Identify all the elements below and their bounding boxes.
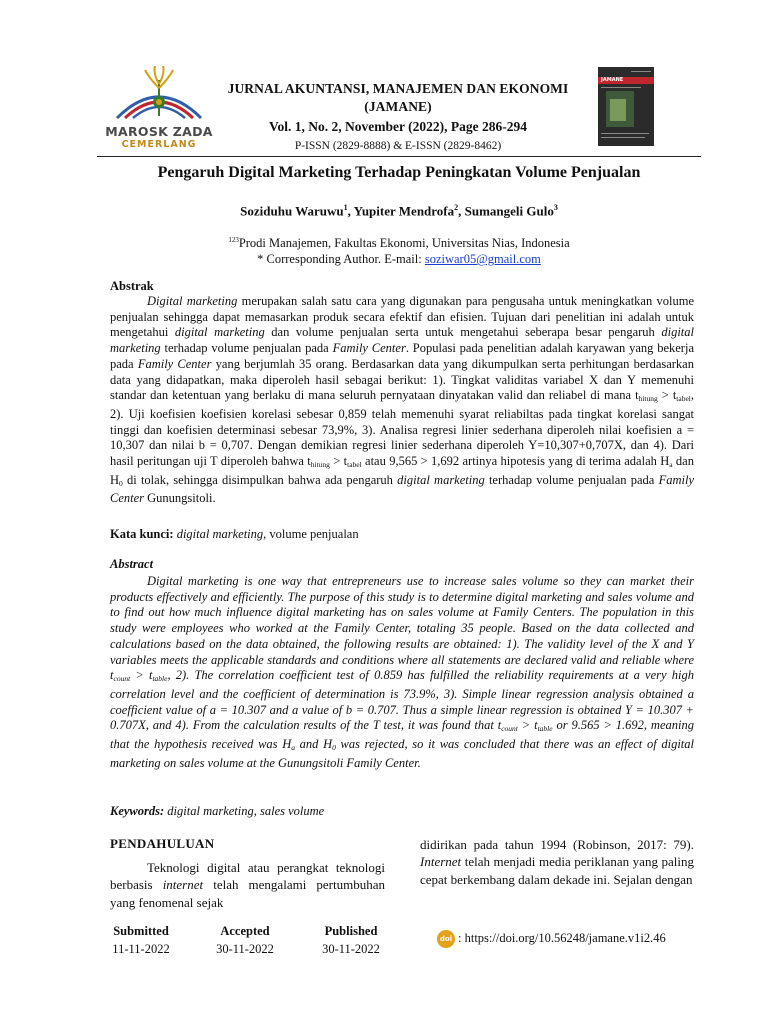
doi-link[interactable]: : https://doi.org/10.56248/jamane.v1i2.46 <box>458 930 666 945</box>
publisher-logo <box>105 66 213 156</box>
cover-line <box>601 133 649 134</box>
cover-line <box>601 137 645 138</box>
corresponding-label: * Corresponding Author. E-mail: <box>257 252 425 267</box>
cover-title: JAMANE <box>601 77 624 83</box>
affiliation: Prodi Manajemen, Fakultas Ekonomi, Universitas Nias, Indonesia <box>238 236 570 251</box>
cover-image-detail <box>610 99 626 121</box>
cover-line <box>601 87 641 88</box>
intro-left-column <box>110 836 385 911</box>
journal-acronym: (JAMANE) <box>364 99 432 114</box>
author-sup: 1 <box>343 203 348 212</box>
affiliation-block <box>97 232 701 267</box>
journal-issn: P-ISSN (2829-8888) & E-ISSN (2829-8462) <box>294 140 502 152</box>
kata-kunci: Kata kunci: digital marketing, volume penjualan <box>110 527 359 541</box>
doi-icon: doi <box>437 930 455 948</box>
intro-text-left: Teknologi digital atau perangkat teknologi berbasis internet telah mengalami pertumbuhan yang fenomenal sejak <box>110 860 385 910</box>
logo-subtitle: CEMERLANG <box>121 139 197 150</box>
author-sup: 3 <box>553 203 558 212</box>
intro-heading: PENDAHULUAN <box>110 836 215 851</box>
article-title: Pengaruh Digital Marketing Terhadap Peningkatan Volume Penjualan <box>157 164 641 181</box>
intro-text-right: didirikan pada tahun 1994 (Robinson, 2017: 79). Internet telah menjadi media periklanan yang paling cepat berkembang dalam dekade ini. Sejalan dengan <box>420 837 694 887</box>
author-name: Sumangeli Gulo <box>464 203 554 219</box>
email-link[interactable]: soziwar05@gmail.com <box>424 252 541 267</box>
published-date: Published 30-11-2022 <box>322 924 380 956</box>
logo-name: MAROSK ZADA <box>105 124 213 139</box>
journal-volume: Vol. 1, No. 2, November (2022), Page 286-294 <box>269 119 527 134</box>
logo-emblem-icon <box>105 66 213 126</box>
abstract-heading: Abstract <box>110 557 154 571</box>
keywords: Keywords: digital marketing, sales volume <box>110 804 325 818</box>
intro-right-column <box>420 836 694 888</box>
submitted-date: Submitted 11-11-2022 <box>112 924 170 956</box>
author-sup: 2 <box>454 203 459 212</box>
abstrak-body: Digital marketing merupakan salah satu cara yang digunakan para pengusaha untuk meningkatkan volume penjualan sehingga dapat memasarkan produk secara efektif dan efisien. Tujuan dari penelitian ini adalah untuk mengetahui digital marketing dan volume penjualan serta untuk mengetahui seberapa besar pengaruh digital marketing terhadap volume penjualan pada Family Center. Populasi pada penelitian adalah karyawan yang bekerja pada Family Center yang berjumlah 35 orang. Berdasarkan data yang dikumpulkan serta perhitungan berdasarkan data yang didapatkan, maka diperoleh hasil sebagai berikut: 1). Tingkat validitas variabel X dan Y memenuhi standar dan ketentuan yang berlaku di mana seluruh pernyataan dinyatakan valid dan reliabel di mana $t_{hitung} > t_{tabel}$, 2). Uji koefisien koefisien korelasi sebesar 0,859 telah memenuhi syarat reliabiltas pada tingkat korelasi sangat tinggi dan koefisien determinasi sebesar 73,9%, 3). Analisa regresi linier sederhana diperoleh nilai koefisien a = 10,307 dan nilai b = 0,707. Dengan demikian regresi linier sederhana diperoleh Y=10,307+0,707X, dan 4). Dari hasil peritungan uji T diperoleh bahwa $t_{hitung} > t_{tabel}$ atau 9,565 > 1,692 artinya hipotesis yang di terima adalah $H_a$ dan $H_0$ di tolak, sehingga disimpulkan bahwa ada pengaruh digital marketing terhadap volume penjualan pada Family Center Gunungsitoli. <box>110 294 695 506</box>
affiliation-sup: 123 <box>228 236 239 244</box>
author-name: Soziduhu Waruwu <box>240 203 344 219</box>
journal-header <box>212 80 584 154</box>
doi[interactable] <box>437 930 666 948</box>
journal-title: JURNAL AKUNTANSI, MANAJEMEN DAN EKONOMI <box>227 81 569 96</box>
accepted-date: Accepted 30-11-2022 <box>216 924 274 956</box>
authors: Soziduhu Waruwu$^1$, Yupiter Mendrofa$^2$, Sumangeli Gulo$^3$ <box>240 203 558 219</box>
author-name: Yupiter Mendrofa <box>353 203 455 219</box>
abstract-body: Digital marketing is one way that entrepreneurs use to increase sales volume so they can market their products effectively and efficiently. The purpose of this study is to determine digital marketing and sales volume and to find out how much influence digital marketing has on sales volume at Family Centers. The population in this study were employees who worked at the Family Center, totaling 35 people. Based on the data collected and calculations based on the data obtained, the following results are obtained: 1). The validity level of the X and Y variables meets the applicable standards and conditions where all statements are declared valid and reliable where $t_{count} > t_{table}$, 2). The correlation coefficient test of 0.859 has fulfilled the reliability requirements at a very high correlation level and the coefficient of determination is 73.9%, 3). Simple linear regression analysis obtained a coefficient value of a = 10.307 and a value of b = 0.707. Thus a simple linear regression is obtained Y = 10.307 + 0.707X, and 4). From the calculation results of the T test, it was found that $t_{count} > t_{table}$ or 9.565 > 1.692, meaning that the hypothesis received was $H_a$ and $H_0$ was rejected, so it was concluded that there was an effect of digital marketing on sales volume at the Gunungsitoli Family Center. <box>110 574 694 770</box>
header-divider <box>97 156 701 157</box>
abstrak-heading: Abstrak <box>110 279 154 293</box>
journal-cover-thumbnail <box>598 67 654 146</box>
cover-line <box>631 71 651 72</box>
